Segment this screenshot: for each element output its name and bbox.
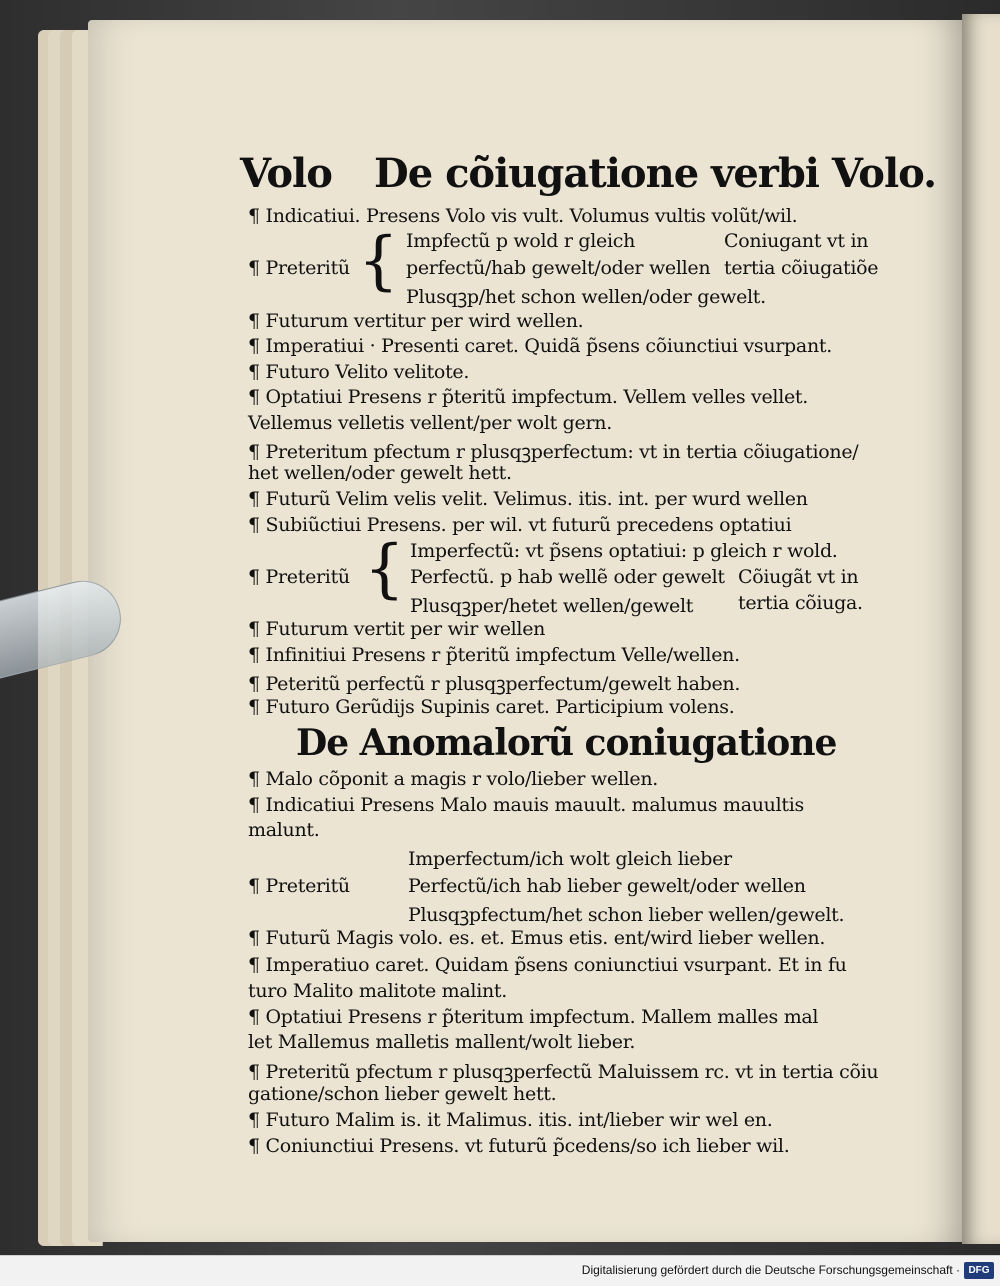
text-line: Perfectũ. p hab wellẽ oder gewelt [410,566,725,588]
text-line: Cõiugãt vt in [738,566,859,588]
text-line: perfectũ/hab gewelt/oder wellen [406,257,711,279]
text-line: ¶ Indicatiui. Presens Volo vis vult. Volumus vultis volũt/wil. [248,205,798,227]
text-line: ¶ Imperatiuo caret. Quidam p̃sens coniunctiui vsurpant. Et in fu [248,954,847,976]
text-line: ¶ Futurum vertitur per wird wellen. [248,310,584,332]
text-line: Impfectũ p wold r gleich [406,230,636,252]
text-line: ¶ Optatiui Presens r p̃teritum impfectum. Mallem malles mal [248,1006,819,1028]
text-line: ¶ Malo cõponit a magis r volo/lieber wellen. [248,768,658,790]
text-line: ¶ Preteritũ pfectum r plusqꝫperfectũ Maluissem rc. vt in tertia cõiu [248,1061,879,1083]
text-line: Imperfectum/ich wolt gleich lieber [408,848,732,870]
text-line: ¶ Subiũctiui Presens. per wil. vt futurũ precedens optatiui [248,514,792,536]
text-line: Coniugant vt in [724,230,869,252]
brace-glyph: { [364,532,405,606]
text-line: ¶ Optatiui Presens r p̃teritũ impfectum. Vellem velles vellet. [248,386,808,408]
brace-glyph: { [358,224,399,298]
facing-page-edge [962,14,1000,1244]
text-line: let Mallemus malletis mallent/wolt lieber. [248,1031,636,1053]
running-head: Volo [240,150,332,197]
text-line: ¶ Futurum vertit per wir wellen [248,618,546,640]
text-line: ¶ Preteritũ [248,875,350,897]
text-line: ¶ Futuro Gerũdijs Supinis caret. Participium volens. [248,696,735,718]
text-line: Perfectũ/ich hab lieber gewelt/oder wellen [408,875,806,897]
text-line: tertia cõiugatiõe [724,257,879,279]
text-line: ¶ Coniunctiui Presens. vt futurũ p̃cedens/so ich lieber wil. [248,1135,790,1157]
text-line: malunt. [248,819,320,841]
text-line: ¶ Futuro Velito velitote. [248,361,470,383]
text-line: Plusqꝫper/hetet wellen/gewelt [410,595,694,617]
text-line: ¶ Preteritũ [248,566,350,588]
text-line: Vellemus velletis vellent/per wolt gern. [248,412,612,434]
text-line: ¶ Imperatiui · Presenti caret. Quidã p̃sens cõiunctiui vsurpant. [248,335,832,357]
text-line: ¶ Infinitiui Presens r p̃teritũ impfectum Velle/wellen. [248,644,740,666]
text-line: Plusqꝫp/het schon wellen/oder gewelt. [406,286,766,308]
text-line: gatione/schon lieber gewelt hett. [248,1083,557,1105]
text-line: het wellen/oder gewelt hett. [248,462,512,484]
text-line: ¶ Indicatiui Presens Malo mauis mauult. malumus mauultis [248,794,804,816]
section-title: De Anomalorũ coniugatione [296,722,837,764]
footer-bar [0,1255,1000,1286]
book-page [88,20,968,1242]
text-line: ¶ Preteritum pfectum r plusqꝫperfectum: vt in tertia cõiugatione/ [248,441,859,463]
footer-credit: Digitalisierung gefördert durch die Deutsche Forschungsgemeinschaft · [581,1263,960,1277]
dfg-logo: DFG [964,1262,994,1279]
page-title: De cõiugatione verbi Volo. [374,150,937,197]
text-line: Imperfectũ: vt p̃sens optatiui: p gleich r wold. [410,540,838,562]
text-line: ¶ Futurũ Magis volo. es. et. Emus etis. ent/wird lieber wellen. [248,927,826,949]
text-line: ¶ Peteritũ perfectũ r plusqꝫperfectum/gewelt haben. [248,673,741,695]
text-line: turo Malito malitote malint. [248,980,507,1002]
text-line: Plusqꝫpfectum/het schon lieber wellen/gewelt. [408,904,845,926]
text-line: ¶ Futurũ Velim velis velit. Velimus. itis. int. per wurd wellen [248,488,808,510]
text-line: ¶ Futuro Malim is. it Malimus. itis. int/lieber wir wel en. [248,1109,773,1131]
text-line: ¶ Preteritũ [248,257,350,279]
text-line: tertia cõiuga. [738,592,863,614]
